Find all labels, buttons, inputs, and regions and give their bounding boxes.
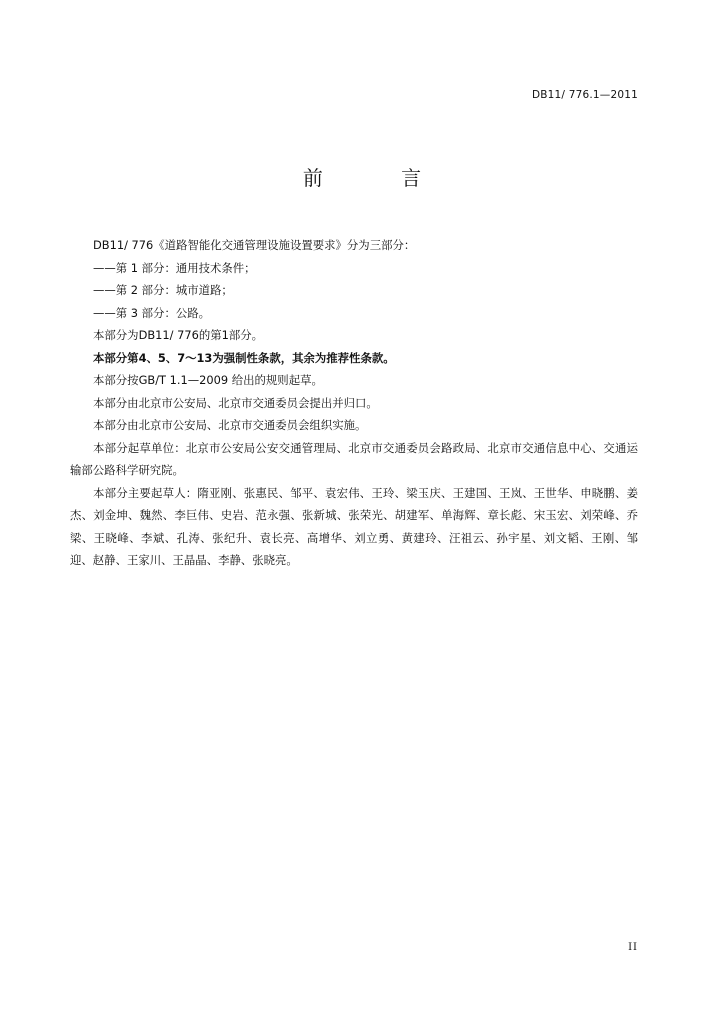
- paragraph-scope: 本部分为DB11/ 776的第1部分。: [93, 328, 264, 342]
- list-item-part-2: ——第 2 部分：城市道路；: [93, 283, 233, 297]
- page-number: II: [628, 942, 638, 953]
- page-title: 前 言: [302, 166, 458, 190]
- paragraph-intro: DB11/ 776《道路智能化交通管理设施设置要求》分为三部分：: [93, 238, 416, 252]
- standard-code: DB11/ 776.1—2011: [531, 89, 638, 101]
- paragraph-proposer: 本部分由北京市公安局、北京市交通委员会提出并归口。: [93, 395, 378, 410]
- paragraph-drafters: 本部分主要起草人：隋亚刚、张惠民、邹平、袁宏伟、王玲、梁玉庆、王建国、王岚、王世华、申晓鹏、姜杰、刘金坤、魏然、李巨伟、史岩、范永强、张新城、张荣光、胡建军、单海辉、章长彪、宋玉宏、刘荣峰、乔梁、王晓峰、李斌、孔涛、张纪升、袁长亮、高增华、刘立勇、黄建玲、汪祖云、孙宇星、刘文韬、王刚、邹迎、赵静、王家川、王晶晶、李静、张晓亮。: [70, 485, 638, 567]
- list-item-part-1: ——第 1 部分：通用技术条件；: [93, 260, 256, 275]
- paragraph-drafting-rules: 本部分按GB/T 1.1—2009 给出的规则起草。: [93, 373, 323, 387]
- paragraph-drafting-units: 本部分起草单位：北京市公安局公安交通管理局、北京市交通委员会路政局、北京市交通信息中心、交通运输部公路科学研究院。: [70, 440, 638, 477]
- paragraph-mandatory-clauses: 本部分第4、5、7～13为强制性条款，其余为推荐性条款。: [93, 350, 395, 365]
- document-body: [70, 234, 638, 572]
- paragraph-implementer: 本部分由北京市公安局、北京市交通委员会组织实施。: [93, 418, 367, 432]
- list-item-part-3: ——第 3 部分：公路。: [93, 305, 211, 320]
